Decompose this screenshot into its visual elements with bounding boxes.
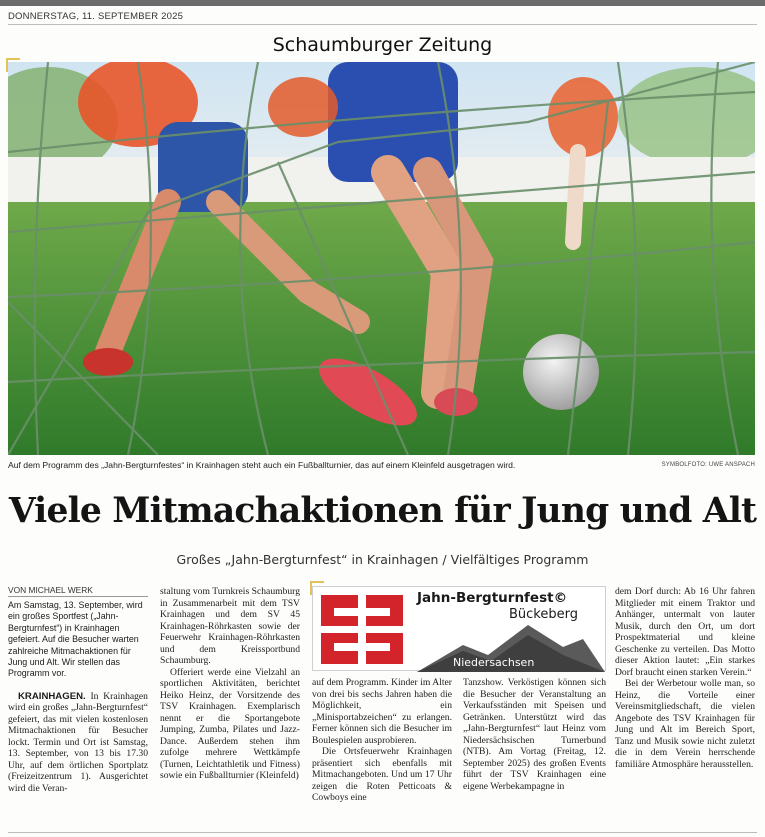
- logo-title: Jahn-Bergturnfest©: [417, 590, 568, 606]
- article-teaser: Am Samstag, 13. September, wird ein großes Sportfest („Jahn-Bergturnfest“) in Krainhagen gefeiert. Auf die Besucher warten zahlreiche Mitmachaktionen für Jung und Alt. Wir stellen das Programm vor.: [8, 600, 143, 679]
- article-column-1: [8, 600, 148, 794]
- issue-date: DONNERSTAG, 11. SEPTEMBER 2025: [8, 11, 184, 22]
- body-paragraph: staltung vom Turnkreis Schaumburg in Zusammenarbeit mit dem TSV Krainhagen und dem SV 45 Krainhagen-Röhrkasten sowie der Feuerwehr Krainhagen-Röhrkasten und dem Kreissportbund Schaumburg.: [160, 586, 300, 666]
- photo-credit: SYMBOLFOTO: UWE ANSPACH: [661, 462, 755, 468]
- logo-subtitle: Bückeberg: [509, 607, 578, 622]
- body-paragraph: Tanzshow. Verköstigen können sich die Besucher der Veranstaltung an Verkaufsständen mit Speisen und Getränken. Unterstützt wird das „Jahn-Bergturnfest“ laut Heinz vom Niedersächsischen Turnerbund (NTB). Am Vortag (Freitag, 12. September 2025) des großen Events führt der TSV Krainhagen eine eigene Werbekampagne in: [463, 677, 606, 792]
- article-column-3: [312, 677, 452, 804]
- article-column-5: [615, 586, 755, 770]
- body-paragraph: auf dem Programm. Kinder im Alter von drei bis sechs Jahren haben die Möglichkeit, ein „Minisportabzeichen“ zu erlangen. Ferner können sich die Besucher im Boulespielen ausprobieren.: [312, 677, 452, 746]
- author-byline: VON MICHAEL WERK: [8, 585, 93, 595]
- football-net-illustration: [8, 62, 755, 455]
- body-paragraph: Offeriert werde eine Vielzahl an sportlichen Aktivitäten, berichtet Heiko Heinz, der Vorsitzende des TSV Krainhagen. Exemplarisch nennt er die Sportangebote Jumping, Zumba, Pilates und Jazz-Dance. Außerdem stehen ihm zufolge mehrere Wettkämpfe (Turnen, Leichtathletik und Fitness) sowie ein Fußballturnier (Kleinfeld): [160, 666, 300, 781]
- article-subheadline: Großes „Jahn-Bergturnfest“ in Krainhagen / Vielfältiges Programm: [176, 552, 589, 567]
- body-paragraph: Bei der Werbetour wolle man, so Heinz, die Vorteile einer Vereinsmitgliedschaft, die vielen Angebote des TSV Krainhagen für Jung und Alt im Bereich Sport, Tanz und Musik sowie nicht zuletzt die in dem Verein herrschende familiäre Atmosphäre herausstellen.: [615, 678, 755, 770]
- page-bottom-divider: [8, 832, 757, 833]
- article-column-4: [463, 677, 606, 792]
- date-divider: [8, 24, 757, 25]
- body-paragraph: [8, 691, 148, 795]
- body-text: In Krainhagen wird ein großes „Jahn-Bergturnfest“ gefeiert, das mit vielen kostenlosen Mitmachaktionen für Besucher lockt. Termin und Ort ist Samstag, 13. September, von 13 bis 17.30 Uhr, auf dem örtlichen Sportplatz (Freizeitzentrum 1). Ausgerichtet wird die Veran-: [8, 690, 148, 794]
- photo-caption: Auf dem Programm des „Jahn-Bergturnfestes“ in Krainhagen steht auch ein Fußballturnier, das auf einem Kleinfeld ausgetragen wird.: [8, 460, 516, 470]
- body-paragraph: dem Dorf durch: Ab 16 Uhr fahren Mitglieder mit einem Traktor und Anhänger, untermalt von lauter Musik, durch den Ort, um dort Prospektmaterial und kleine Geschenke zu verteilen. Das Motto dieser Aktion lautet: „Ein starkes Dorf braucht einen starken Verein.“: [615, 586, 755, 678]
- event-logo: [312, 586, 606, 671]
- article-headline: Viele Mitmachaktionen für Jung und Alt: [8, 491, 757, 531]
- byline-divider: [8, 596, 148, 597]
- article-column-2: [160, 586, 300, 782]
- place-dateline: KRAINHAGEN.: [18, 690, 86, 702]
- top-bar: [0, 0, 765, 6]
- logo-region: Niedersachsen: [453, 656, 535, 669]
- body-paragraph: Die Ortsfeuerwehr Krainhagen präsentiert sich ebenfalls mit Mitmachangeboten. Und um 17 Uhr zeigen die Roten Petticoats & Cowboys eine: [312, 746, 452, 803]
- newspaper-masthead: Schaumburger Zeitung: [272, 34, 493, 56]
- article-photo: [8, 62, 755, 455]
